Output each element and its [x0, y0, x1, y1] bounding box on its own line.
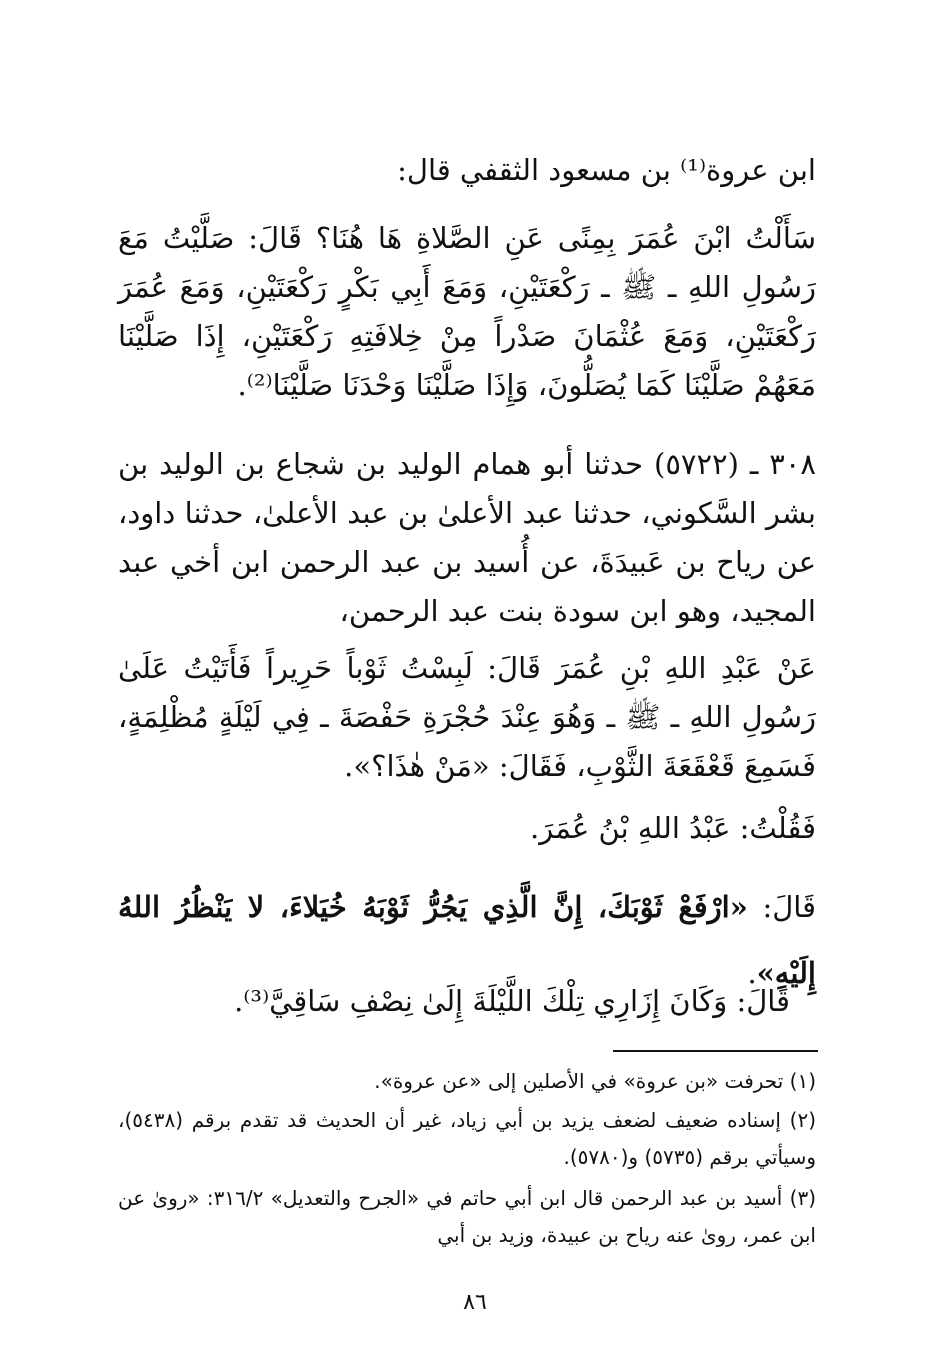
footnote-separator [613, 1050, 818, 1052]
hadith-308-chain: ٣٠٨ ـ (٥٧٢٢) حدثنا أبو همام الوليد بن شجاع بن الوليد بن بشر السَّكوني، حدثنا عبد الأعلىٰ بن عبد الأعلىٰ، حدثنا داود، عن رياح بن عَبيدَةَ، عن أُسيد بن عبد الرحمن ابن أخي عبد المجيد، وهو ابن سودة بنت عبد الرحمن، [118, 447, 817, 628]
page-number: ٨٦ [463, 1290, 487, 1315]
footnote-2: (٢) إسناده ضعيف لضعف يزيد بن أبي زياد، غير أن الحديث قد تقدم برقم (٥٤٣٨)، وسيأتي برقم (٥٧٣٥) و(٥٧٨٠). [118, 1108, 816, 1169]
footnote-1: (١) تحرفت «بن عروة» في الأصلين إلى «عن عروة». [374, 1069, 816, 1093]
hadith-quote-1: سَأَلْتُ ابْنَ عُمَرَ بِمِنًى عَنِ الصَّلاةِ هَا هُنَا؟ قَالَ: صَلَّيْتُ مَعَ رَسُولِ اللهِ ـ ﷺ ـ رَكْعَتَيْنِ، وَمَعَ أَبِي بَكْرٍ رَكْعَتَيْنِ، وَمَعَ عُمَرَ رَكْعَتَيْنِ، وَمَعَ عُثْمَانَ صَدْراً مِنْ خِلافَتِهِ رَكْعَتَيْنِ، إِذَا صَلَّيْنَا مَعَهُمْ صَلَّيْنَا كَمَا يُصَلُّونَ، وَإِذَا صَلَّيْنَا وَحْدَنَا صَلَّيْنَا⁽²⁾. [118, 221, 816, 402]
footnote-3: (٣) أسيد بن عبد الرحمن قال ابن أبي حاتم في «الجرح والتعديل» ٣١٦/٢: «روىٰ عن ابن عمر، روىٰ عنه رياح بن عبيدة، وزيد بن أبي [118, 1186, 816, 1247]
saying-quote: «ارْفَعْ ثَوْبَكَ، إِنَّ الَّذِي يَجُرُّ ثَوْبَهُ خُيَلاءَ، لا يَنْظُرُ اللهُ إِلَيْهِ» [118, 890, 816, 990]
saying-prefix: قَالَ: [747, 890, 817, 924]
hadith-quote-2: عَنْ عَبْدِ اللهِ بْنِ عُمَرَ قَالَ: لَبِسْتُ ثَوْباً حَرِيراً فَأَتَيْتُ عَلَىٰ رَسُولِ اللهِ ـ ﷺ ـ وَهُوَ عِنْدَ حُجْرَةِ حَفْصَةَ ـ فِي لَيْلَةٍ مُظْلِمَةٍ، فَسَمِعَ قَعْقَعَةَ الثَّوْبِ، فَقَالَ: «مَنْ هٰذَا؟». [118, 651, 816, 783]
chain-intro: ابن عروة⁽¹⁾ بن مسعود الثقفي قال: [397, 153, 816, 187]
saying-end: . [747, 956, 757, 990]
closing-line: قَالَ: وَكَانَ إِزَارِي تِلْكَ اللَّيْلَةَ إِلَىٰ نِصْفِ سَاقِيَّ⁽³⁾. [234, 984, 790, 1018]
reply-line: فَقُلْتُ: عَبْدُ اللهِ بْنُ عُمَرَ. [529, 811, 816, 845]
